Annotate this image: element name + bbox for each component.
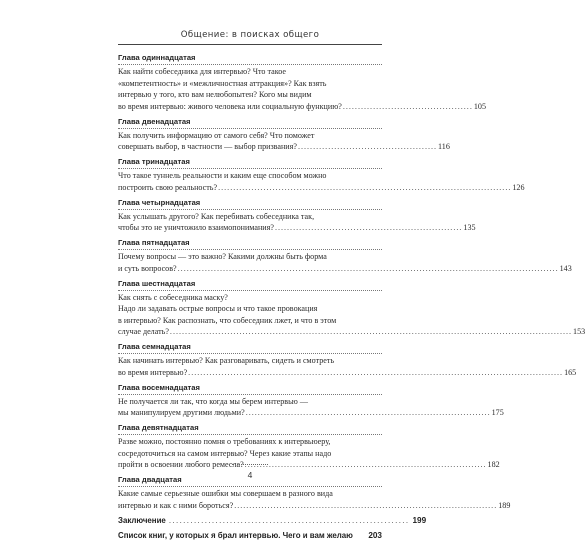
chapter-15 — [118, 237, 572, 274]
page-ref: 189 — [498, 500, 511, 510]
chapter-18 — [118, 382, 504, 419]
chapter-title: Глава четырнадцатая — [118, 197, 382, 210]
toc-book-list — [118, 530, 382, 542]
entry-line: Надо ли задавать острые вопросы и что такое провокация — [118, 304, 318, 314]
footer-rule — [232, 464, 268, 465]
entry-line: чтобы это не уничтожило взаимопонимания? — [118, 223, 274, 233]
page-ref: 182 — [487, 460, 500, 470]
entry-line: Как начинать интервью? Как разговаривать, сидеть и смотреть — [118, 356, 335, 366]
chapter-entry — [118, 396, 504, 419]
chapter-title: Глава двадцатая — [118, 474, 382, 487]
entry-line: сосредоточиться на самом интервью? Через какие этапы надо — [118, 448, 332, 458]
entry-line: Не получается ли так, что когда мы берем интервью — — [118, 396, 308, 406]
entry-line: Как снять с собеседника маску? — [118, 292, 228, 302]
chapter-entry — [118, 170, 525, 193]
leader-dots: ........................................... — [342, 101, 473, 111]
entry-line: Как услышать другого? Как перебивать собеседника так, — [118, 211, 315, 221]
chapter-entry — [118, 436, 500, 471]
entry-line: Что такое туннель реальности и каким еще способом можно — [118, 171, 327, 181]
page-ref: 175 — [491, 408, 504, 418]
chapter-12 — [118, 116, 450, 153]
page-ref: 203 — [368, 531, 382, 541]
chapter-title: Глава девятнадцатая — [118, 422, 382, 435]
toc-conclusion — [118, 515, 427, 527]
chapter-entry — [118, 251, 572, 274]
page-ref: 126 — [512, 182, 525, 192]
leader-dots: ............................................................................................................................ — [188, 367, 564, 377]
page-ref: 199 — [412, 516, 427, 526]
running-header: Общение: в поисках общего — [180, 30, 320, 40]
page-ref: 143 — [559, 263, 572, 273]
entry-line: и суть вопросов? — [118, 263, 177, 273]
entry-line: случае делать? — [118, 327, 169, 337]
chapter-16 — [118, 278, 585, 338]
entry-line: Как получить информацию от самого себя? Что поможет — [118, 130, 315, 140]
chapter-title: Глава тринадцатая — [118, 156, 382, 169]
entry-line: Как найти собеседника для интервью? Что такое — [118, 67, 286, 77]
entry-line: построить свою реальность? — [118, 182, 218, 192]
entry-line: во время интервью? — [118, 367, 188, 377]
chapter-title: Глава пятнадцатая — [118, 237, 382, 250]
entry-line: интервью у того, кто вам нелюбопытен? Кого мы видим — [118, 90, 312, 100]
entry-line: мы манипулируем другими людьми? — [118, 408, 245, 418]
chapter-title: Глава шестнадцатая — [118, 278, 382, 291]
chapter-entry — [118, 355, 577, 378]
book-list-title: Список книг, у которых я брал интервью. Чего и вам желаю — [118, 531, 353, 541]
header-rule — [118, 44, 382, 45]
leader-dots: .............................................. — [297, 142, 438, 152]
entry-line: совершать выбор, в частности — выбор призвания? — [118, 142, 297, 152]
chapter-entry — [118, 130, 450, 153]
chapter-11 — [118, 52, 486, 112]
leader-dots: ................................................................... — [168, 516, 410, 526]
leader-dots: ................................................................................ — [244, 460, 487, 470]
page-ref: 116 — [438, 142, 450, 152]
leader-dots: ................................................................................................. — [218, 182, 512, 192]
chapter-17 — [118, 341, 577, 378]
chapter-title: Глава двенадцатая — [118, 116, 382, 129]
leader-dots: ....................................................................................... — [234, 500, 498, 510]
leader-dots: ..................................................................................................................................... — [169, 327, 573, 337]
chapter-title: Глава одиннадцатая — [118, 52, 382, 65]
entry-line: «компетентность» и «межличностная аттракция»? Как взять — [118, 78, 327, 88]
page-number: 4 — [247, 470, 253, 480]
entry-line: Какие самые серьезные ошибки мы совершаем в разного вида — [118, 489, 333, 499]
chapter-entry — [118, 292, 585, 338]
leader-dots: ................................................................................. — [245, 408, 491, 418]
chapter-title: Глава семнадцатая — [118, 341, 382, 354]
page-ref: 165 — [564, 367, 577, 377]
leader-dots: .............................................................. — [274, 223, 463, 233]
chapter-entry — [118, 66, 486, 112]
conclusion-title: Заключение — [118, 516, 166, 526]
entry-line: Разве можно, постоянно помня о требованиях к интервьюеру, — [118, 437, 331, 447]
entry-line: интервью и как с ними бороться? — [118, 500, 234, 510]
entry-line: пройти в освоении любого ремесла? — [118, 460, 244, 470]
entry-line: в интервью? Как распознать, что собеседник лжет, и что в этом — [118, 315, 337, 325]
leader-dots: .............................................................................................................................. — [177, 263, 559, 273]
entry-line: Почему вопросы — это важно? Какими должны быть форма — [118, 252, 327, 262]
chapter-13 — [118, 156, 525, 193]
page-ref: 153 — [573, 327, 585, 337]
entry-line: во время интервью: живого человека или социальную функцию? — [118, 101, 342, 111]
chapter-title: Глава восемнадцатая — [118, 382, 382, 395]
chapter-14 — [118, 197, 476, 234]
page-ref: 105 — [473, 101, 486, 111]
table-of-contents — [118, 52, 585, 542]
page-ref: 135 — [463, 223, 476, 233]
chapter-entry — [118, 488, 511, 511]
chapter-entry — [118, 211, 476, 234]
